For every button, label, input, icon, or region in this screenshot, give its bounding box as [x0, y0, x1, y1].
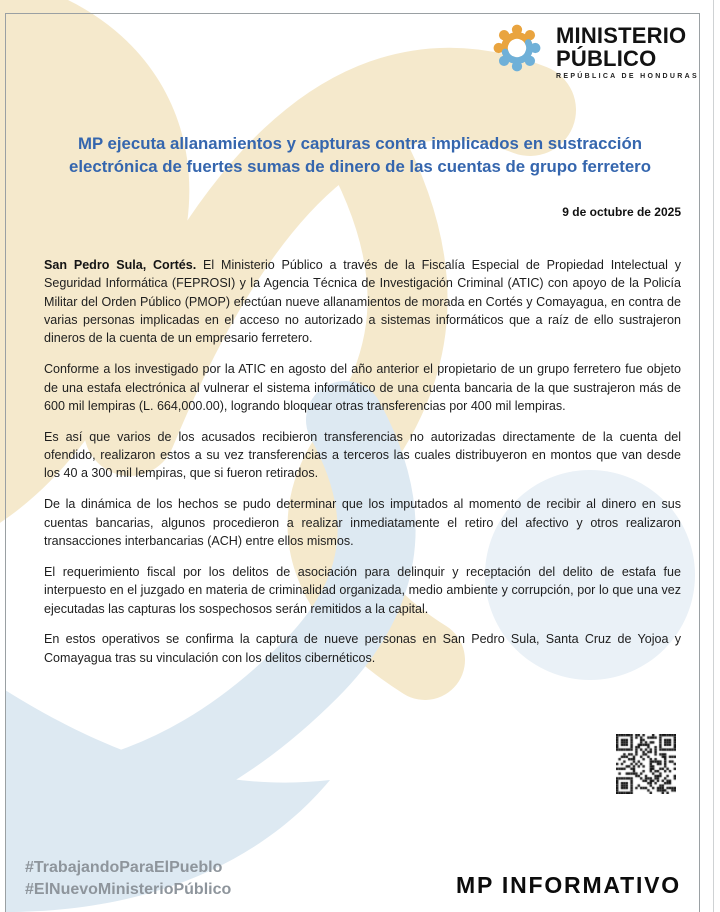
paragraph: De la dinámica de los hechos se pudo determinar que los imputados al momento de recibir al dinero en sus cuentas bancarias, algunos procedieron a realizar inmediatamente el retiro del afectivo y otros realizaron transacciones interbancarias (ACH) entre ellos mismos.: [44, 497, 681, 548]
paragraph: San Pedro Sula, Cortés. El Ministerio Público a través de la Fiscalía Especial de Propiedad Intelectual y Seguridad Informática (FEPROSI) y la Agencia Técnica de Investigación Criminal (ATIC) con apoyo de la Policía Militar del Orden Público (PMOP) efectúan nueve allanamientos de morada en Cortés y Comayagua, en contra de varias personas implicadas en el acceso no autorizado a sistemas informáticos que a raíz de ello sustrajeron dineros de la cuenta de un empresario ferretero.: [44, 258, 681, 346]
article-date: 9 de octubre de 2025: [562, 205, 681, 219]
paragraph: Es así que varios de los acusados recibieron transferencias no autorizadas directamente de la cuenta del ofendido, realizaron estos a su vez transferencias a terceros las cuales distribuyeron en montos que van desde los 40 a 300 mil lempiras, que si fueron retirados.: [44, 429, 681, 481]
paragraph: En estos operativos se confirma la captura de nueve personas en San Pedro Sula, Santa Cruz de Yojoa y Comayagua tras su vinculación con los delitos cibernéticos.: [44, 632, 681, 665]
hashtag-trabajando: #TrabajandoParaElPueblo: [25, 859, 223, 876]
frame-border-top: [5, 13, 699, 14]
org-name-line1: MINISTERIO: [556, 23, 687, 48]
paragraph: Conforme a los investigado por la ATIC en agosto del año anterior el propietario de un grupo ferretero fue objeto de una estafa electrónica al vulnerar el sistema informático de una cuenta bancaria de la que sustrajeron más de 600 mil lempiras (L. 664,000.00), logrando bloquear otras transferencias por 400 mil lempiras.: [44, 362, 681, 413]
ministerio-publico-logo: [490, 18, 699, 80]
mp-informativo-brand: MP INFORMATIVO: [456, 872, 681, 898]
frame-border-right: [699, 13, 700, 912]
logo-wordmark: [556, 18, 699, 80]
article-body: [44, 256, 681, 680]
article-title-line2: electrónica de fuertes sumas de dinero de las cuentas de grupo ferretero: [69, 156, 651, 176]
footer-hashtags: [25, 857, 231, 901]
org-name-line2: PÚBLICO: [556, 46, 657, 71]
paragraph-lead: San Pedro Sula, Cortés.: [44, 258, 197, 272]
article-title: [40, 133, 680, 178]
org-subtitle: REPÚBLICA DE HONDURAS: [556, 73, 699, 80]
frame-border-edge: [713, 0, 714, 912]
people-circle-emblem-icon: [490, 18, 544, 78]
hashtag-nuevo-mp: #ElNuevoMinisterioPúblico: [25, 881, 232, 898]
qr-code: [616, 734, 676, 794]
paragraph: El requerimiento fiscal por los delitos de asociación para delinquir y receptación del delito de estafa fue interpuesto en el juzgado en materia de criminalidad organizada, medio ambiente y corrupción, por lo que una vez ejecutadas las capturas los sospechosos serán remitidos a la capital.: [44, 564, 681, 616]
frame-border-left: [5, 13, 6, 912]
article-title-line1: MP ejecuta allanamientos y capturas contra implicados en sustracción: [78, 134, 642, 153]
